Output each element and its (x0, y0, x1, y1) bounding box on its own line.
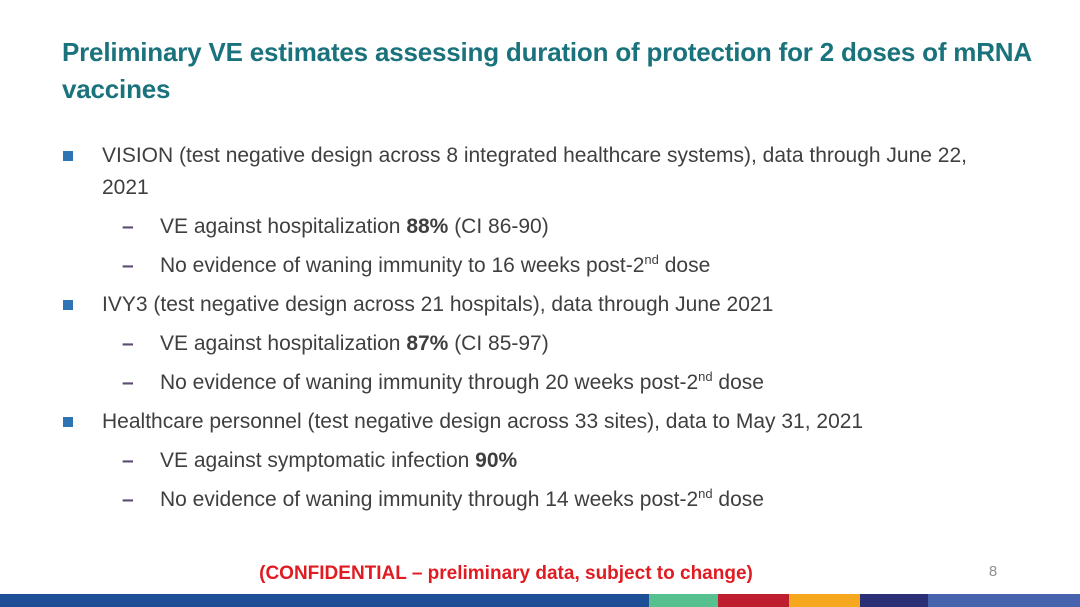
sub-bullet-text (160, 328, 1010, 360)
bullet-text (102, 289, 992, 321)
superscript-text: nd (698, 369, 713, 384)
slide-title: Preliminary VE estimates assessing duration of protection for 2 doses of mRNA vaccines (62, 37, 1031, 104)
dash-bullet-icon: – (122, 215, 134, 238)
sub-bullet-item (63, 211, 1023, 243)
text-run: Healthcare personnel (test negative design across 33 sites), data to May 31, 2021 (102, 410, 864, 433)
text-run: (CI 85-97) (448, 332, 549, 355)
bullet-text (102, 140, 992, 204)
superscript-text: nd (698, 486, 713, 501)
bullet-item (63, 289, 1023, 321)
footer-bar-segment-navy (860, 594, 928, 607)
bullet-item (63, 140, 1023, 204)
text-run: VISION (test negative design across 8 integrated healthcare systems), data through June 22, 2021 (102, 144, 967, 199)
text-run: No evidence of waning immunity to 16 weeks post-2 (160, 254, 645, 277)
confidential-note: (CONFIDENTIAL – preliminary data, subject to change) (259, 563, 753, 584)
footer-bar-segment-red (718, 594, 789, 607)
emphasized-value: 87% (406, 332, 449, 355)
sub-bullet-text (160, 484, 1010, 516)
footer-bar-segment-medium-blue (928, 594, 1080, 607)
sub-bullet-text (160, 445, 1010, 477)
square-bullet-icon (63, 300, 73, 310)
sub-bullet-item (63, 328, 1023, 360)
sub-bullet-text (160, 250, 1010, 282)
text-run: VE against symptomatic infection (160, 449, 476, 472)
bullet-text (102, 406, 992, 438)
text-run: dose (712, 371, 764, 394)
text-run: (CI 86-90) (448, 215, 549, 238)
sub-bullet-item (63, 445, 1023, 477)
text-run: dose (658, 254, 711, 277)
square-bullet-icon (63, 151, 73, 161)
emphasized-value: 88% (406, 215, 449, 238)
superscript-text: nd (644, 252, 659, 267)
text-run: VE against hospitalization (160, 215, 407, 238)
dash-bullet-icon: – (122, 371, 134, 394)
footer-bar-segment-dark-blue (0, 594, 649, 607)
square-bullet-icon (63, 417, 73, 427)
text-run: VE against hospitalization (160, 332, 407, 355)
text-run: No evidence of waning immunity through 20 weeks post-2 (160, 371, 699, 394)
dash-bullet-icon: – (122, 488, 134, 511)
footer-bar-segment-green (649, 594, 718, 607)
text-run: IVY3 (test negative design across 21 hospitals), data through June 2021 (102, 293, 774, 316)
emphasized-value: 90% (475, 449, 518, 472)
footer-color-bar (0, 594, 1080, 607)
dash-bullet-icon: – (122, 254, 134, 277)
dash-bullet-icon: – (122, 449, 134, 472)
page-number: 8 (988, 563, 998, 580)
text-run: dose (712, 488, 764, 511)
sub-bullet-item (63, 367, 1023, 399)
footer-bar-segment-orange (789, 594, 860, 607)
sub-bullet-item (63, 250, 1023, 282)
sub-bullet-item (63, 484, 1023, 516)
text-run: No evidence of waning immunity through 14 weeks post-2 (160, 488, 699, 511)
dash-bullet-icon: – (122, 332, 134, 355)
sub-bullet-text (160, 211, 1010, 243)
sub-bullet-text (160, 367, 1010, 399)
bullet-item (63, 406, 1023, 438)
bullet-list (63, 140, 1023, 523)
